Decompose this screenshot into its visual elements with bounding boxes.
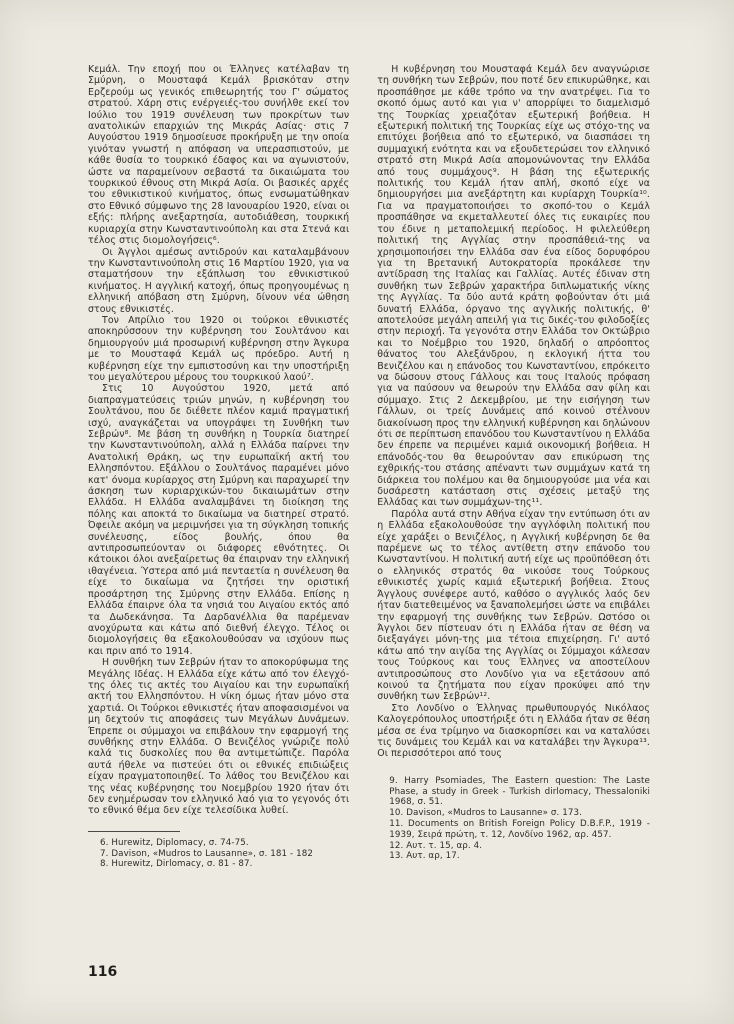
paragraph: Η κυβέρνηση του Μουσταφά Κεμάλ δεν αναγνώρισε τη συνθήκη των Σεβρών, που ποτέ δεν επικυρώθηκε, και προσπάθησε με κάθε τρόπο να την ανατρέψει. Για το σκοπό όμως αυτό και για ν' απορρίψει το διαμελισμό της Τουρκίας χρειαζόταν εξωτερική βοήθεια. Η εξωτερική πολιτική της Τουρκίας είχε ως στόχο-της να επιτύχει βοήθεια από το εξωτερικό, να διασπάσει τη συμμαχική ενότητα και να εξουδετερώσει τον ελληνικό στρατό στη Μικρά Ασία απομονώνοντας την Ελλάδα από τους συμμάχους⁹. Η βάση της εξωτερικής πολιτικής του Κεμάλ ήταν απλή, σκοπό είχε να δημιουργήσει μια ανεξάρτητη και κυρίαρχη Τουρκία¹⁰. Για να πραγματοποιήσει το σκοπό-του ο Κεμάλ προσπάθησε να εκμεταλλευτεί όλες τις ευκαιρίες που του έδινε η μεταπολεμική περίοδος. Η φιλελεύθερη πολιτική της Αγγλίας στην προσπάθειά-της να χρησιμοποιήσει την Ελλάδα σαν ένα είδος δορυφόρου για τη Βρετανική Αυτοκρατορία προκάλεσε την αντίδραση της Ιταλίας και Γαλλίας. Αυτές έδιναν στη συνθήκη των Σεβρών χαρακτήρα διπλωματικής νίκης της Αγγλίας. Τα δύο αυτά κράτη φοβούνταν ότι μιά δυνατή Ελλάδα, όργανο της αγγλικής πολιτικής, θ' αποτελούσε μεγάλη απειλή για τις δικές-του φιλοδοξίες στην περιοχή. Τα γεγονότα στην Ελλάδα τον Οκτώβριο και το Νοέμβριο του 1920, δηλαδή ο απρόοπτος θάνατος του Αλεξάνδρου, η εκλογική ήττα του Βενιζέλου και η επάνοδος του Κωνσταντίνου, επρόκειτο να δώσουν στους Γάλλους και τους Ιταλούς πρόφαση για να παύσουν να θεωρούν την Ελλάδα σαν φίλη και σύμμαχο. Στις 2 Δεκεμβρίου, με την εισήγηση των Γάλλων, οι τρείς Δυνάμεις από κοινού στέλνουν διακοίνωση προς την ελληνική κυβέρνηση και δηλώνουν ότι σε περίπτωση επανόδου του Κωνσταντίνου η Ελλάδα δεν έπρεπε να περιμένει καμιά οικονομική βοήθεια. Η επάνοδός-του θα θεωρούνταν σαν επικύρωση της εχθρικής-του στάσης απέναντι των συμμάχων κατά τη διάρκεια του πολέμου και θα δημιουργούσε μια νέα και δυσάρεστη κατάσταση στις σχέσεις μεταξύ της Ελλάδας και των συμμάχων-της¹¹. <box>377 64 650 509</box>
footnote: 10. Davison, «Mudros to Lausanne» σ. 173. <box>389 808 582 819</box>
paragraph: Στο Λονδίνο ο Έλληνας πρωθυπουργός Νικόλαος Καλογερόπουλος υποστήριξε ότι η Ελλάδα ήταν σε θέση μέσα σε ένα τρίμηνο να διασκορπίσει και να καταλύσει τις δυνάμεις του Κεμάλ και να καταλάβει την Άγκυρα¹³. Οι περισσότεροι από τους <box>377 702 650 760</box>
footnote-block-left <box>88 831 349 870</box>
footnote: 9. Harry Psomiades, The Eastern question: The Laste Phase, a study in Greek - Turkish dirlomacy, Thessaloniki 1968, σ. 51. <box>389 775 650 808</box>
footnote: 11. Documents on British Foreign Policy D.B.F.P., 1919 - 1939, Σειρά πρώτη, τ. 12, Λονδίνο 1962, αρ. 457. <box>389 818 650 840</box>
paragraph: Κεμάλ. Την εποχή που οι Έλληνες κατέλαβαν τη Σμύρνη, ο Μουσταφά Κεμάλ βρισκόταν στην Ερζερούμ ως γενικός επιθεωρητής του Γ' σώματος στρατού. Χάρη στις ενέργειές-του συνήλθε εκεί τον Ιούλιο του 1919 συνέλευση των προκρίτων των ανατολικών επαρχιών της Μικράς Ασίας· στις 7 Αυγούστου 1919 δημοσίευσε προκήρυξη με την οποία γινόταν γνωστή η απόφαση να υπερασπιστούν, με κάθε θυσία το τουρκικό έδαφος και να αγωνιστούν, ώστε να παραμείνουν σεβαστά τα δικαιώματα του τουρκικού έθνους στη Μικρά Ασία. Οι βασικές αρχές του εθνικιστικού κινήματος, όπως ενσωματώθηκαν στο Εθνικό σύμφωνο της 28 Ιανουαρίου 1920, είναι οι εξής: πλήρης ανεξαρτησία, αυτοδιάθεση, τουρκική κυριαρχία στην Κωνσταντινούπολη και στα Στενά και τέλος στις διομολογήσεις⁶. <box>88 64 350 247</box>
footnote: 8. Hurewitz, Dirlomacy, σ. 81 - 87. <box>100 859 253 870</box>
footnote-block-right <box>377 776 650 862</box>
text-column-left <box>88 64 349 870</box>
paragraph: Οι Άγγλοι αμέσως αντιδρούν και καταλαμβάνουν την Κωνσταντινούπολη στις 16 Μαρτίου 1920, για να σταματήσουν την εξάπλωση του εθνικιστικού κινήματος. Η αγγλική κατοχή, όπως προηγουμένως η ελληνική απόβαση στη Σμύρνη, δίνουν νέα ώθηση στους εθνικιστές. <box>88 246 350 315</box>
paragraph: Στις 10 Αυγούστου 1920, μετά από διαπραγματεύσεις τριών μηνών, η κυβέρνηση του Σουλτάνου, που δε διέθετε πλέον καμιά πραγματική ισχύ, αναγκάζεται να υπογράψει τη Συνθήκη των Σεβρών⁸. Με βάση τη συνθήκη η Τουρκία διατηρεί την Κωνσταντινούπολη, αλλά η Ελλάδα παίρνει την Ανατολική Θράκη, ως την ευρωπαϊκή ακτή του Ελλησπόντου. Εξάλλου ο Σουλτάνος παραμένει μόνο κατ' όνομα κυρίαρχος στη Σμύρνη και παραχωρεί την άσκηση των κυριαρχικών-του δικαιωμάτων στην Ελλάδα. Η Ελλάδα αναλαμβάνει τη διοίκηση της πόλης και αποκτά το δικαίωμα να διατηρεί στρατό. Όφειλε ακόμη να μεριμνήσει για τη σύγκληση τοπικής συνέλευσης, είδος βουλής, όπου θα αντιπροσωπεύονταν οι διάφορες εθνότητες. Οι κάτοικοι όλοι ανεξαίρετως θα έπαιρναν την ελληνική ιθαγένεια. Ύστερα από μιά πενταετία η συνέλευση θα είχε το δικαίωμα να ζητήσει την οριστική προσάρτηση της Σμύρνης στην Ελλάδα. Επίσης η Ελλάδα έπαιρνε όλα τα νησιά του Αιγαίου εκτός από τα Δωδεκάνησα. Τα Δαρδανέλλια θα παρέμεναν ανοχύρωτα και κάτω από διεθνή έλεγχο. Τέλος οι διομολογήσεις θα εξακολουθούσαν να ισχύουν πως και πριν από το 1914. <box>88 383 350 657</box>
footnote: 13. Αυτ. αρ, 17. <box>389 851 460 862</box>
paragraph: Παρόλα αυτά στην Αθήνα είχαν την εντύπωση ότι αν η Ελλάδα εξακολουθούσε την αγγλόφιλη πολιτική που είχε χαράξει ο Βενιζέλος, η Αγγλική κυβέρνηση δε θα παρέμενε ως το τέλος αντίθετη στην επάνοδο του Κωνσταντίνου. Η πολιτική αυτή είχε ως προϋπόθεση ότι ο ελληνικός στρατός θα νικούσε τους Τούρκους εθνικιστές χωρίς καμιά εξωτερική βοήθεια. Στους Άγγλους συνέφερε αυτό, καθόσο ο αγγλικός λαός δεν ήταν διατεθειμένος να ξαναπολεμήσει ώστε να επιβάλει την εφαρμογή της συνθήκης των Σεβρών. Ωστόσο οι Άγγλοι δεν πίστευαν ότι η Ελλάδα ήταν σε θέση να διεξαγάγει μόνη-της μια τέτοια επιχείρηση. Γι' αυτό κάτω από την αιγίδα της Αγγλίας οι Σύμμαχοι κάλεσαν τους Τούρκους και τους Έλληνες να αποστείλουν αντιπροσώπους στο Λονδίνο για να εξετάσουν από κοινού τα ζητήματα που είχαν προκύψει από την συνθήκη των Σεβρών¹². <box>377 508 650 703</box>
footnote: 6. Hurewitz, Diplomacy, σ. 74-75. <box>100 837 249 848</box>
footnote: 7. Davison, «Mudros to Lausanne», σ. 181 - 182 <box>100 848 313 859</box>
paragraph: Τον Απρίλιο του 1920 οι τούρκοι εθνικιστές αποκηρύσσουν την κυβέρνηση του Σουλτάνου και δημιουργούν μιά προσωρινή κυβέρνηση στην Άγκυρα με το Μουσταφά Κεμάλ ως πρόεδρο. Αυτή η κυβέρνηση είχε την εμπιστοσύνη και την υποστήριξη του μεγαλύτερου μέρους του τουρκικού λαού⁷. <box>88 314 350 383</box>
footnote-rule <box>88 831 180 832</box>
text-column-right <box>377 64 650 870</box>
page-number: 116 <box>88 964 118 980</box>
page-content <box>88 64 650 870</box>
footnote: 12. Αυτ. τ. 15, αρ. 4. <box>389 840 483 851</box>
paragraph: Η συνθήκη των Σεβρών ήταν το αποκορύφωμα της Μεγάλης Ιδέας. Η Ελλάδα είχε κάτω από τον έλεγχό-της όλες τις ακτές του Αιγαίου και την ευρωπαϊκή ακτή του Ελλησπόντου. Η νίκη όμως ήταν μόνο στα χαρτιά. Οι Τούρκοι εθνικιστές ήταν αποφασισμένοι να μη δεχτούν τις αποφάσεις των Μεγάλων Δυνάμεων. Έπρεπε οι σύμμαχοι να επιβάλουν την εφαρμογή της συνθήκης στην Ελλάδα. Ο Βενιζέλος γνώριζε πολύ καλά τις δυσκολίες που θα αντιμετώπιζε. Παρόλα αυτά ήθελε να πιστεύει ότι οι εθνικές επιδιώξεις είχαν πραγματοποιηθεί. Το λάθος του Βενιζέλου και της νέας κυβέρνησης του Νοεμβρίου 1920 ήταν ότι δεν ενημέρωσαν τον ελληνικό λαό για το γεγονός ότι το εθνικό θέμα δεν είχε τελεσίδικα λυθεί. <box>88 657 350 817</box>
